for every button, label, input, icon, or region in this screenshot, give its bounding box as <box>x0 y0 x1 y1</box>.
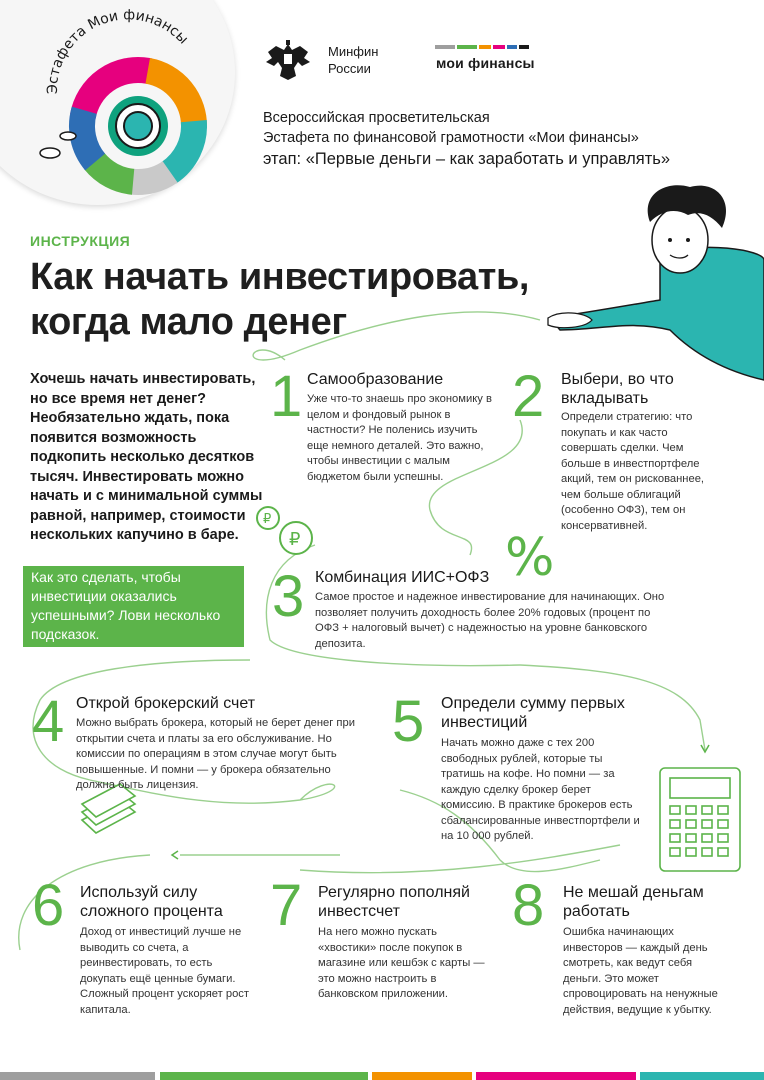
bottom-bar-segment <box>160 1072 368 1080</box>
title-line2: когда мало денег <box>30 301 347 343</box>
step-number: 2 <box>512 364 545 429</box>
step-text: Самое простое и надежное инвестирование для начинающих. Оно позволяет получить доходность более 20% годовых (процент по ОФЗ + налоговый вычет) с надежностью на уровне банковского депозита. <box>315 591 665 650</box>
step-title: Самообразование <box>307 371 444 388</box>
minfin-line2: России <box>328 61 371 76</box>
step-title: Выбери, во что вкладывать <box>561 371 674 407</box>
brand-name: мои финансы <box>436 55 535 71</box>
subtitle-line2: Эстафета по финансовой грамотности «Мои финансы» <box>263 130 639 146</box>
bottom-bar-segment <box>0 1072 155 1080</box>
kicker-label: ИНСТРУКЦИЯ <box>30 233 131 249</box>
step-title: Используй силу сложного процента <box>80 884 223 920</box>
step-title: Определи сумму первых инвестиций <box>441 695 625 731</box>
step-number: 7 <box>270 873 303 938</box>
step-title: Открой брокерский счет <box>76 695 256 712</box>
bottom-bar-segment <box>372 1072 472 1080</box>
step-text: Уже что-то знаешь про экономику в целом и фондовый рынок в частности? Не поленись изучить еще немного деталей. Это важно, чтобы инвестиции с малым бюджетом были успешны. <box>307 393 492 483</box>
estafeta-arc-text: Эстафета Мои финансы <box>44 8 192 95</box>
step-number: 6 <box>32 873 65 938</box>
subtitle-line1: Всероссийская просветительская <box>263 110 490 126</box>
ruble-glyph-large: ₽ <box>289 529 301 550</box>
intro-paragraph: Хочешь начать инвестировать, но все время нет денег? Необязательно ждать, пока появится возможность подкопить несколько десятков тысяч. Инвестировать можно начать и с минимальной суммы равной, например, стоимости нескольких капучино в баре. <box>30 371 263 543</box>
step-text: Определи стратегию: что покупать и как часто совершать сделки. Чем больше в инвестпортфеле акций, тем он рискованнее, чем больше облигаций (особенно ОФЗ), тем он консервативней. <box>561 411 705 532</box>
step-number: 1 <box>270 364 303 429</box>
ruble-glyph: ₽ <box>263 512 272 527</box>
step-number: 3 <box>272 564 305 629</box>
stage-title: этап: «Первые деньги – как заработать и управлять» <box>263 150 671 168</box>
bottom-bar-segment <box>640 1072 764 1080</box>
calculator-icon <box>660 768 740 871</box>
title-line1: Как начать инвестировать, <box>30 256 530 298</box>
step-title: Не мешай деньгам работать <box>563 884 704 920</box>
step-number: 4 <box>32 689 65 754</box>
percent-icon: % <box>505 528 555 588</box>
step-title: Регулярно пополняй инвестсчет <box>318 884 470 920</box>
step-text: На него можно пускать «хвостики» после покупок в магазине или кешбэк с карты — это можно настроить в банковском приложении. <box>318 926 485 1000</box>
callout-box: Как это сделать, чтобы инвестиции оказались успешными? Лови несколько подсказок. <box>23 566 244 647</box>
step-text: Ошибка начинающих инвесторов — каждый день смотреть, как ведут себя деньги. Это может спровоцировать на ненужные действия, ведущие к убытку. <box>563 926 718 1016</box>
minfin-line1: Минфин <box>328 44 379 59</box>
step-number: 8 <box>512 873 545 938</box>
step-title: Комбинация ИИС+ОФЗ <box>315 569 490 586</box>
step-text: Доход от инвестиций лучше не выводить со счета, а реинвестировать, то есть докупать ещё ценные бумаги. Сложный процент ускоряет рост капитала. <box>80 926 250 1016</box>
step-text: Начать можно даже с тех 200 свободных рублей, которые ты тратишь на кофе. Но помни — за каждую сделку брокер берет комиссию. В практике брокеров есть сбалансированные инвестпортфели и на 10 000 рублей. <box>441 737 640 842</box>
step-text: Можно выбрать брокера, который не берет денег при открытии счета и платы за его обслуживание. Но комиссии по операциям в этом случае могут быть повышенные. И помни — у брокера обязательно должна быть лицензия. <box>76 717 355 791</box>
bottom-bar-segment <box>476 1072 636 1080</box>
step-number: 5 <box>392 689 425 754</box>
page-title <box>30 255 529 345</box>
person-illustration <box>548 185 764 380</box>
